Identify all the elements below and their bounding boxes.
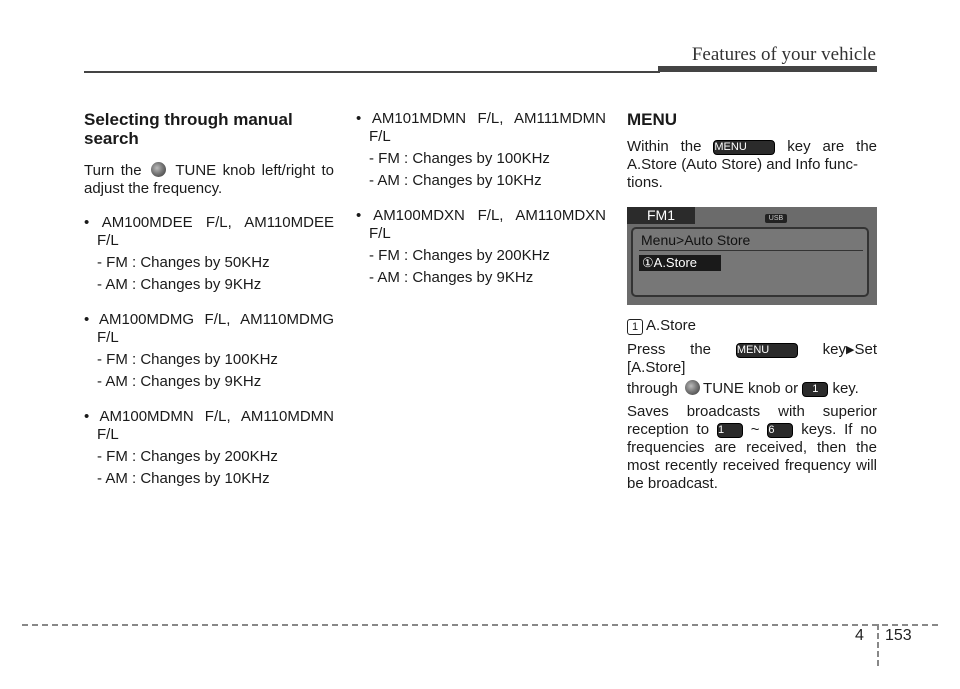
- through-line: [627, 380, 877, 398]
- preset-1-key-icon: 1: [717, 423, 743, 438]
- reception-text: reception to: [627, 421, 710, 438]
- model-line: • AM100MDMG F/L, AM110MDMG: [84, 311, 334, 328]
- menu-path: Menu>Auto Store: [641, 232, 751, 248]
- fm-step: - FM : Changes by 100KHz: [369, 150, 550, 167]
- display-screenshot: [627, 207, 877, 305]
- model-line: F/L: [369, 225, 391, 242]
- press-line: [627, 341, 877, 377]
- through-text: key.: [832, 380, 859, 397]
- am-step: - AM : Changes by 9KHz: [97, 373, 262, 390]
- fm-step: - FM : Changes by 50KHz: [97, 254, 270, 271]
- menu-intro-text: key are the: [787, 138, 877, 155]
- reception-text: keys. If no: [801, 421, 878, 438]
- arrow-right-icon: ▶: [846, 344, 855, 356]
- menu-intro-line: A.Store (Auto Store) and Info func-: [627, 156, 858, 173]
- intro-line-2: adjust the frequency.: [84, 180, 223, 197]
- preset-1-key-icon: 1: [802, 382, 828, 397]
- through-text: through: [627, 380, 678, 397]
- fm-step: - FM : Changes by 200KHz: [97, 448, 278, 465]
- am-step: - AM : Changes by 10KHz: [369, 172, 542, 189]
- section-heading: Selecting through manual search: [84, 110, 293, 148]
- menu-key-icon: MENU: [736, 343, 798, 358]
- model-line: F/L: [369, 128, 391, 145]
- am-step: - AM : Changes by 9KHz: [97, 276, 262, 293]
- menu-item-astore: ①A.Store: [639, 255, 721, 271]
- menu-divider: [639, 250, 863, 251]
- tilde: ~: [750, 421, 760, 438]
- model-line: • AM100MDXN F/L, AM110MDXN: [356, 207, 606, 224]
- header-title: Features of your vehicle: [691, 44, 876, 65]
- item-number-icon: 1: [627, 319, 643, 335]
- am-step: - AM : Changes by 9KHz: [369, 269, 534, 286]
- page-number: 153: [885, 627, 912, 644]
- through-text: TUNE knob or: [703, 380, 799, 397]
- tune-knob-icon: [685, 380, 700, 395]
- menu-panel: [631, 227, 869, 297]
- menu-key-icon: MENU: [713, 140, 775, 155]
- footer-divider: [877, 624, 879, 666]
- header-rule: [84, 71, 660, 73]
- astore-label-text: A.Store: [646, 317, 697, 334]
- press-text: key: [822, 341, 847, 358]
- spec-item: [356, 110, 606, 190]
- menu-intro-line: [627, 138, 877, 156]
- saves-line: be broadcast.: [627, 475, 718, 492]
- model-line: • AM101MDMN F/L, AM111MDMN: [356, 110, 606, 127]
- middle-column: [356, 110, 606, 287]
- usb-indicator: USB: [765, 214, 787, 223]
- fm-step: - FM : Changes by 100KHz: [97, 351, 278, 368]
- menu-intro-line: tions.: [627, 174, 663, 191]
- intro-line-1: [84, 162, 334, 180]
- chapter-number: 4: [855, 627, 864, 644]
- reception-line: [627, 421, 877, 439]
- header-rule-accent: [658, 66, 877, 72]
- model-line: F/L: [97, 329, 119, 346]
- astore-label: [627, 317, 877, 335]
- model-line: • AM100MDMN F/L, AM110MDMN: [84, 408, 334, 425]
- spec-item: [356, 207, 606, 287]
- spec-item: [84, 311, 334, 391]
- fm-step: - FM : Changes by 200KHz: [369, 247, 550, 264]
- menu-heading: MENU: [627, 110, 678, 129]
- saves-line: most recently received frequency will: [627, 457, 877, 474]
- saves-line: frequencies are received, then the: [627, 439, 877, 456]
- am-step: - AM : Changes by 10KHz: [97, 470, 270, 487]
- spec-item: [84, 408, 334, 488]
- model-line: F/L: [97, 232, 119, 249]
- spec-item: [84, 214, 334, 294]
- saves-line: Saves broadcasts with superior: [627, 403, 877, 420]
- press-text: Press the: [627, 341, 712, 358]
- menu-intro-text: Within the: [627, 138, 702, 155]
- preset-6-key-icon: 6: [767, 423, 793, 438]
- intro-text: TUNE knob left/right to: [175, 162, 334, 179]
- footer-rule: [22, 624, 938, 626]
- band-tab: FM1: [627, 207, 695, 224]
- left-column: [84, 110, 334, 488]
- tune-knob-icon: [151, 162, 166, 177]
- right-column: [627, 110, 877, 493]
- intro-text: Turn the: [84, 162, 142, 179]
- press-text: Set [A.Store]: [627, 341, 877, 376]
- model-line: • AM100MDEE F/L, AM110MDEE: [84, 214, 334, 231]
- model-line: F/L: [97, 426, 119, 443]
